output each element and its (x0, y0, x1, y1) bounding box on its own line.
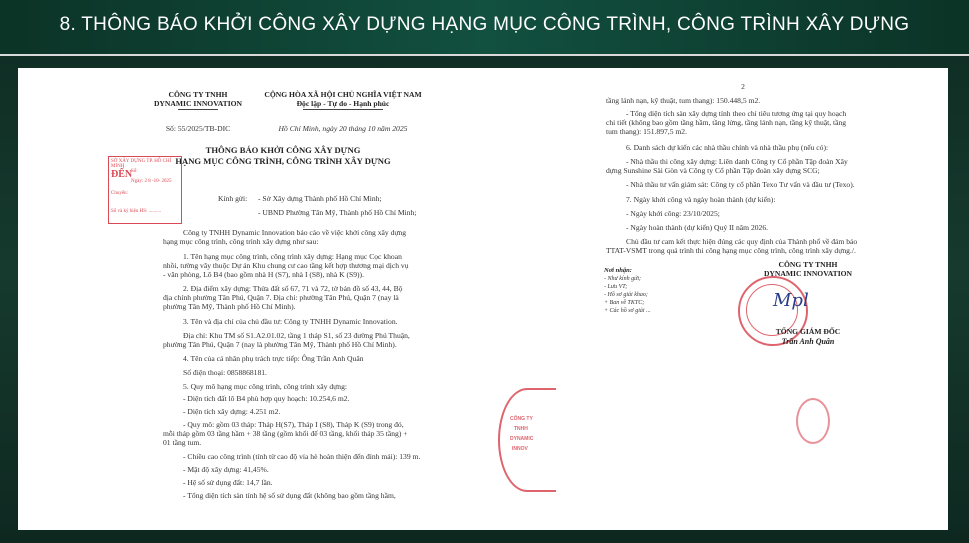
stamp-luu: Số và ký hiệu HS: .......... (111, 209, 162, 214)
commit-line-1: Chủ đầu tư cam kết thực hiện đúng các quy định của Thành phố về đảm bảo (626, 237, 858, 246)
seal-text-4: INNOV (512, 446, 528, 452)
header-underline (178, 109, 218, 110)
document-image (18, 68, 948, 530)
document-heading-1: THÔNG BÁO KHỞI CÔNG XÂY DỰNG (205, 145, 361, 155)
noi-nhan-label: Nơi nhận: (604, 267, 632, 274)
item-1-line-1: 1. Tên hạng mục công trình, công trình xây dựng: Hạng mục Cọc khoan (183, 252, 402, 261)
p2-line-2: - Tổng diện tích sàn xây dựng tính theo chỉ tiêu tương ứng tại quy hoạch (626, 109, 847, 118)
seal-text-3: DYNAMIC (510, 436, 534, 442)
p2-line-4: tum thang): 151.897,5 m2. (606, 127, 687, 136)
noi-nhan-1: - Như kính gửi; (604, 276, 642, 282)
item-6-a: - Nhà thầu thi công xây dựng: Liên danh Công ty Cổ phần Tập đoàn Xây (626, 157, 848, 166)
republic-header: CỘNG HÒA XÃ HỘI CHỦ NGHĨA VIỆT NAM (264, 90, 422, 99)
item-1-line-3: - văn phòng, Lô B4 (bao gồm nhà H (S7), nhà I (S8), nhà K (S9)). (163, 270, 364, 279)
director-signature: Mpl (773, 290, 809, 311)
item-5-f: - Chiều cao công trình (tính từ cao độ vỉa hè hoàn thiện đến đỉnh mái): 139 m. (183, 452, 421, 461)
partial-company-seal (498, 388, 556, 492)
motto: Độc lập - Tự do - Hạnh phúc (296, 99, 390, 108)
item-5-a: - Diện tích đất lô B4 phù hợp quy hoạch: 10.254,6 m2. (183, 394, 350, 403)
motto-underline (303, 109, 383, 110)
noi-nhan-2: - Lưu VT; (604, 284, 628, 290)
item-5-h: - Hệ số sử dụng đất: 14,7 lần. (183, 478, 273, 487)
item-6-heading: 6. Danh sách dự kiến các nhà thầu chính và nhà thầu phụ (nếu có): (626, 143, 829, 152)
item-7-heading: 7. Ngày khởi công và ngày hoàn thành (dự kiến): (626, 195, 776, 204)
item-5-b: - Diện tích xây dựng: 4.251 m2. (183, 407, 281, 416)
intro-line-2: hạng mục công trình, công trình xây dựng như sau: (163, 237, 319, 246)
item-2-line-3: phường Tân Mỹ, Thành phố Hồ Chí Minh). (163, 302, 296, 311)
stamp-department: SỞ XÂY DỰNG TP. HỒ CHÍ MINH (111, 159, 172, 169)
noi-nhan-4: + Ban về TKTC; (604, 300, 645, 306)
item-2-line-2: địa chính phường Tân Phú, Quận 7. Địa chỉ: phường Tân Phú, Quận 7 (nay là (163, 293, 399, 302)
company-header: CÔNG TY TNHH (168, 90, 228, 99)
item-5-e: 01 tầng tum. (163, 438, 202, 447)
document-number: Số: 55/2025/TB-DIC (165, 124, 231, 133)
noi-nhan-5: + Các hồ sơ giải ... (604, 308, 651, 314)
item-3-line-1: 3. Tên và địa chỉ của chủ đầu tư: Công ty TNHH Dynamic Innovation. (183, 317, 398, 326)
document-page-1 (18, 68, 558, 530)
item-5-g: - Mật độ xây dựng: 41,45%. (183, 465, 269, 474)
item-5-heading: 5. Quy mô hạng mục công trình, công trình xây dựng: (183, 382, 347, 391)
page-number: 2 (741, 82, 745, 91)
sign-company-name: DYNAMIC INNOVATION (763, 269, 853, 278)
company-name: DYNAMIC INNOVATION (153, 99, 243, 108)
item-6-b: dựng Sunshine Sài Gòn và Công ty Cổ phần Tập đoàn xây dựng SCG; (606, 166, 820, 175)
stamp-den: ĐẾN (111, 169, 133, 180)
sign-company: CÔNG TY TNHH (778, 260, 838, 269)
item-4-line-1: 4. Tên của cá nhân phụ trách trực tiếp: Ông Trần Anh Quân (183, 354, 364, 363)
item-3-line-2: Địa chỉ: Khu TM số S1.A2.01.02, tầng 1 tháp S1, số 23 đường Phú Thuận, (183, 331, 410, 340)
item-7-a: - Ngày khởi công: 23/10/2025; (626, 209, 720, 218)
noi-nhan-3: - Hồ sơ giải khao; (604, 292, 648, 298)
item-5-d: mỗi tháp gồm 03 tầng hầm + 38 tầng (gồm khối đế 03 tầng, khối tháp 35 tầng) + (163, 429, 408, 438)
p2-line-3: chi tiết (không bao gồm tầng hầm, tầng lửng, tầng lánh nạn, tầng kỹ thuật, tầng (606, 118, 847, 127)
p2-line-1: tầng lánh nạn, kỹ thuật, tum thang): 150.448,5 m2. (606, 96, 761, 105)
commit-line-2: TTAT-VSMT trong quá trình thi công hạng mục công trình, công trình xây dựng./. (606, 246, 856, 255)
item-5-i: - Tổng diện tích sàn tính hệ số sử dụng đất (không bao gồm tầng hầm, (183, 491, 396, 500)
recipient-1: - Sở Xây dựng Thành phố Hồ Chí Minh; (258, 194, 382, 203)
stamp-date: Ngày: 2 8 -10- 2025 (131, 179, 172, 184)
document-heading-2: HẠNG MỤC CÔNG TRÌNH, CÔNG TRÌNH XÂY DỰNG (175, 156, 391, 166)
item-7-b: - Ngày hoàn thành (dự kiến) Quý II năm 2026. (626, 223, 769, 232)
stamp-chuyen: Chuyển: (111, 191, 128, 196)
item-3-line-3: phường Tân Phú, Quận 7 (nay là phường Tân Mỹ, Thành phố Hồ Chí Minh). (163, 340, 397, 349)
item-5-c: - Quy mô: gồm 03 tháp: Tháp H(S7), Tháp I (S8), Tháp K (S9) trong đó, (183, 420, 404, 429)
item-2-line-1: 2. Địa điểm xây dựng: Thửa đất số 67, 71 và 72, tờ bản đồ số 43, 44, Bộ (183, 284, 403, 293)
kinh-gui-label: Kính gửi: (218, 194, 248, 203)
title-bar (0, 0, 969, 54)
received-stamp (108, 156, 182, 224)
slide-title: 8. THÔNG BÁO KHỞI CÔNG XÂY DỰNG HẠNG MỤC CÔNG TRÌNH, CÔNG TRÌNH XÂY DỰNG (59, 14, 910, 35)
intro-line-1: Công ty TNHH Dynamic Innovation báo cáo về việc khởi công xây dựng (183, 228, 407, 237)
seal-text-2: TNHH (514, 426, 528, 432)
document-page-2 (558, 68, 948, 530)
recipient-2: - UBND Phường Tân Mỹ, Thành phố Hồ Chí Minh; (258, 208, 417, 217)
title-divider (0, 54, 969, 56)
director-name: Trần Anh Quân (781, 337, 835, 346)
item-4-phone: Số điện thoại: 0858868181. (183, 368, 267, 377)
document-date: Hồ Chí Minh, ngày 20 tháng 10 năm 2025 (278, 124, 408, 133)
stamp-so: Số: (131, 169, 138, 174)
item-1-line-2: nhồi, tường vây thuộc Dự án Khu chung cư cao tầng kết hợp thương mại dịch vụ (163, 261, 409, 270)
seal-text-1: CÔNG TY (510, 416, 533, 422)
page-seal (796, 398, 830, 444)
director-title: TỔNG GIÁM ĐỐC (775, 327, 841, 336)
item-6-c: - Nhà thầu tư vấn giám sát: Công ty cổ phần Texo Tư vấn và đầu tư (Texo). (626, 180, 855, 189)
